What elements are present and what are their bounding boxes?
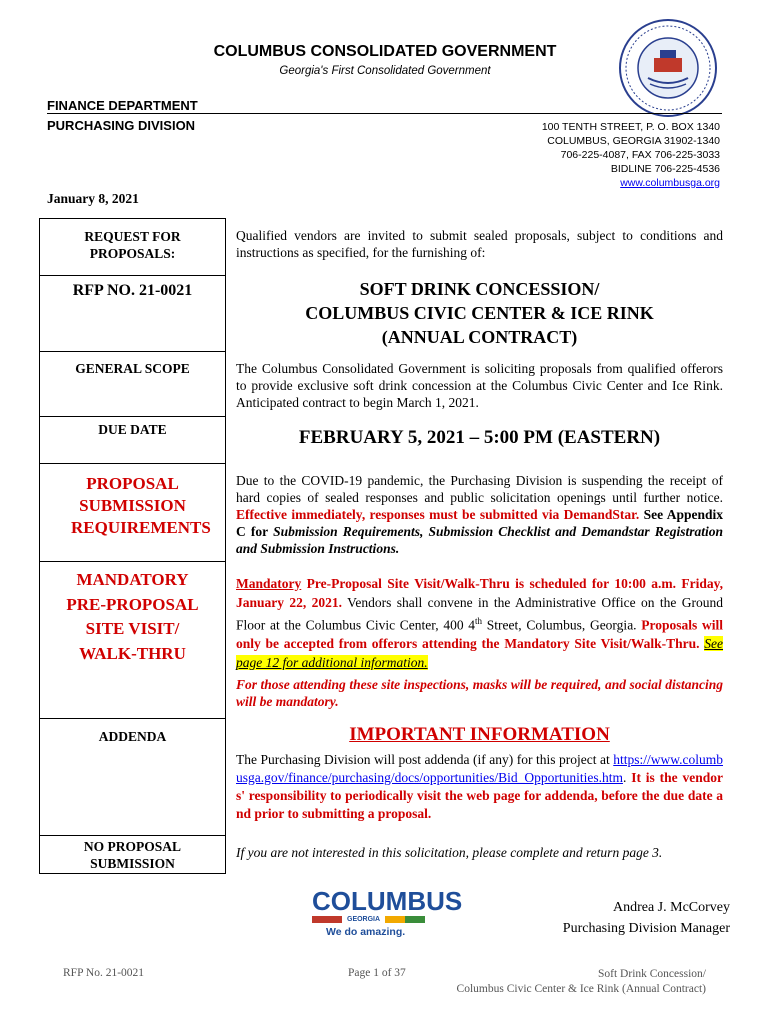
bidline: BIDLINE 706-225-4536 xyxy=(610,163,720,175)
address-city: COLUMBUS, GEORGIA 31902-1340 xyxy=(547,135,720,147)
header-divider xyxy=(47,113,722,114)
masks-notice: For those attending these site inspections, masks will be required, and social distancing will be mandatory. xyxy=(236,677,723,709)
contact-address xyxy=(542,120,720,190)
city-seal-logo xyxy=(618,18,718,118)
addenda-label: ADDENDA xyxy=(40,719,226,836)
no-proposal-text: If you are not interested in this solicitation, please complete and return page 3. xyxy=(236,844,663,860)
due-date-text: FEBRUARY 5, 2021 – 5:00 PM (EASTERN) xyxy=(298,426,661,448)
footer-page-number: Page 1 of 37 xyxy=(348,967,406,979)
footer-project: Soft Drink Concession/ Columbus Civic Center & Ice Rink (Annual Contract) xyxy=(456,968,706,995)
rfp-table xyxy=(39,218,730,874)
footer-rfp-number: RFP No. 21-0021 xyxy=(63,967,145,979)
project-title-line1: SOFT DRINK CONCESSION/ xyxy=(359,278,600,299)
important-info-heading: IMPORTANT INFORMATION xyxy=(349,723,610,745)
rfp-number: RFP NO. 21-0021 xyxy=(40,276,226,352)
no-proposal-label: NO PROPOSAL SUBMISSION xyxy=(40,836,226,874)
submission-label: PROPOSAL SUBMISSION REQUIREMENTS xyxy=(40,464,226,562)
logo-wordmark: COLUMBUS xyxy=(312,886,463,916)
project-title-line3: (ANNUAL CONTRACT) xyxy=(381,326,578,347)
due-date-label: DUE DATE xyxy=(40,417,226,464)
department-name: FINANCE DEPARTMENT xyxy=(47,98,198,113)
logo-tagline: We do amazing. xyxy=(326,926,406,938)
address-street: 100 TENTH STREET, P. O. BOX 1340 xyxy=(541,121,720,133)
site-visit-text: Mandatory Pre-Proposal Site Visit/Walk-Thru is scheduled for 10:00 a.m. Friday, January 22, 2021. Vendors shall convene in the Administrative Office on the Ground Floor at the Columbus Civic Center, 400 4th Street, Columbus, Georgia. Proposals will only be accepted from offerors attending the Mandatory Site Visit/Walk-Thru. See page 12 for additional information. For those attending these site inspections, masks will be required, and social distancing will be mandatory. xyxy=(236,575,723,709)
phone-fax: 706-225-4087, FAX 706-225-3033 xyxy=(560,149,720,161)
project-title-line2: COLUMBUS CIVIC CENTER & ICE RINK xyxy=(305,302,654,323)
division-name: PURCHASING DIVISION xyxy=(47,118,196,133)
addenda-link[interactable]: https://www.columbusga.gov/finance/purchasing/docs/opportunities/Bid_Opportunities.htm xyxy=(236,751,723,785)
signatory-title: Purchasing Division Manager xyxy=(562,921,730,936)
addenda-text: IMPORTANT INFORMATION The Purchasing Division will post addenda (if any) for this project at https://www.columbusga.gov/finance/purchasing/docs/opportunities/Bid_Opportunities.htm. It is the vendors' responsibility to periodically visit the web page for addenda, before the due date and prior to submitting a proposal. xyxy=(236,723,724,821)
document-date: January 8, 2021 xyxy=(47,191,139,206)
logo-state: GEORGIA xyxy=(347,916,381,923)
project-title xyxy=(226,276,730,352)
website-link[interactable]: www.columbusga.org xyxy=(620,177,720,189)
page-title: COLUMBUS CONSOLIDATED GOVERNMENT xyxy=(213,43,557,60)
rfp-intro: Qualified vendors are invited to submit sealed proposals, subject to conditions and instructions as specified, for the furnishing of: xyxy=(236,227,723,260)
submission-text: Due to the COVID-19 pandemic, the Purchasing Division is suspending the receipt of hard copies of sealed responses and public solicitation openings until further notice. Effective immediately, responses must be submitted via DemandStar. See Appendix C for Submission Requirements, Submission Checklist and Demandstar Registration and Submission Instructions. xyxy=(236,472,723,556)
rfp-label: REQUEST FOR PROPOSALS: xyxy=(40,219,226,276)
signatory-name: Andrea J. McCorvey xyxy=(612,900,730,915)
signature-block xyxy=(563,897,730,939)
site-visit-label: MANDATORY PRE-PROPOSAL SITE VISIT/ WALK-THRU xyxy=(40,562,226,719)
page-subtitle: Georgia's First Consolidated Government xyxy=(279,65,491,77)
due-date-value xyxy=(226,417,730,464)
scope-text: The Columbus Consolidated Government is soliciting proposals from qualified offerors to provide exclusive soft drink concession at the Columbus Civic Center and Ice Rink. Anticipated contract to begin March 1, 2021. xyxy=(236,360,723,410)
columbus-logo xyxy=(312,887,462,938)
scope-label: GENERAL SCOPE xyxy=(40,352,226,417)
